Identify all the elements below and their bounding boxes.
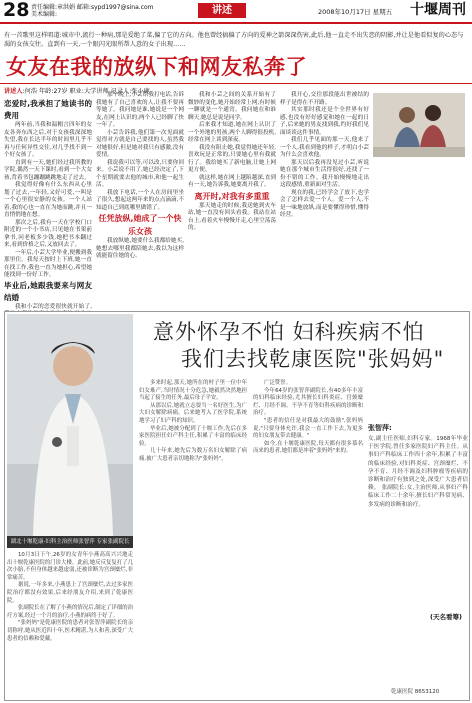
article-column-3: [188, 92, 276, 308]
ad-headline-1: 意外怀孕不怕 妇科疾病不怕: [153, 320, 425, 344]
paragraph: 那个晚上,小芸给我打电话,告诉我她有了自己喜欢的人,让我不要再等她了。我问她是谁,她说是一个网友,在网上认识的,两个人已经聊了快一年了。: [96, 92, 184, 128]
article-title: 女友在我的放纵下和网友私奔了: [6, 54, 307, 79]
paragraph: 我没有阻止她,我觉得她还年轻,喜欢玩是正常的,只要她心里有我就行了。我给她买了新电脑,让她上网更方便。: [188, 144, 276, 173]
paragraph: 那天以后我再没见过小芸,听说她在那个城市生活得很好,还找了一份不错的工作。我开始慢慢地走出这段感情,重新面对生活。: [280, 159, 369, 188]
paragraph: 我觉得好像有什么东西从心里划了过去,一年轻,又好可爱,一叫是一个心里很安静的女孩。一个人站着,我的心也一直在为她而跳,并且一直悄悄地在想。: [4, 182, 92, 218]
photo-caption: 湖北十堰乾康·妇科主治医师张智萍 专家张副院长: [7, 536, 133, 548]
paragraph: 小芸告诉我,他们第一次见面就觉得对方就是自己要找的人,虽然我对她很好,但是她对我只有感激,没有爱情。: [96, 129, 184, 158]
ad-column-2: [139, 380, 247, 696]
page-header: [0, 0, 472, 22]
profile-title: 张智萍:: [368, 424, 392, 432]
paragraph: 后来我才知道,她在网上认识了一个外地的男孩,两个人聊得很投机,经常在网上谈到深夜。: [188, 122, 276, 143]
couple-illustration: [373, 93, 465, 157]
paragraph: 其实那时我还是个全世界有好感,也没有好好感觉和她在一起的日子,后来她的男友找到我,约好我们见面谈谈这件事情。: [280, 107, 369, 136]
subhead: 离开时,对我有多重重: [194, 191, 270, 201]
paragraph: 我开心,交往那段能出世被结的样子是得在不开路。: [280, 92, 369, 106]
paragraph: "患者的信任是对我最大的鼓励",张妈妈说,"只要身体允许,我会一直工作下去,为更多的妇女朋友带去健康。": [253, 417, 363, 440]
byline: 讲述人:何浩 年龄:27岁 职业:大学讲师 记录人:张小鹿: [4, 88, 150, 95]
page-number: 28: [3, 0, 30, 21]
doctor-profile-card: [368, 424, 468, 634]
paragraph: 我放下电话,一个人在房间里坐了很久,想起这两年来的点点滴滴,不知道自己到底哪里做错了。: [96, 189, 184, 211]
newspaper-name: 十堰周刊: [410, 2, 466, 18]
ad-column-3: [253, 380, 363, 696]
issue-date: 2008年10月17日 星期五: [318, 8, 393, 16]
paragraph: 10月3日下午,26岁的女青年小燕高高兴兴地走出十堰乾康医院的门诊大楼。此前,她反反复复打了几次小胎,不但身体越来越虚弱,还被诊断为宫颈糜烂,非常痛苦。: [7, 552, 133, 581]
paragraph: 一年后,小芸大学毕业,便搬到我那里住。我每天按时上下班,她一直在找工作,我也一直为她担心,希望她能找到一份好工作。: [4, 249, 92, 278]
paragraph: 我和小芸的恋爱很快就开始了,: [15, 303, 92, 310]
profile-text: 女,副主任医师,妇科专家。1968年毕业于医学院,曾任多家医院妇产科主任。从事妇产科临床工作四十余年,积累了丰富的临床经验,对妇科炎症、宫颈糜烂、不孕不育、月经不调及妇科肿瘤等疾病的诊断和治疗有独到之处,深受广大患者信赖。 张副院长:女,主治医师,从事妇产科临床工作二十余年,擅长妇产科常见病、多发病的诊断和治疗。: [368, 436, 468, 508]
paragraph: 直到有一天,她们经过我所教的学院,偶然一天下课时,看到一个大女孩,背着书包蹦蹦跳跳地走了过去。: [4, 159, 92, 181]
ad-footer: 乾康医院 8653120: [391, 689, 440, 695]
subhead: 任凭放纵,她成了一个快乐女孩: [98, 214, 182, 236]
subhead: 毕业后,她跟我要来与网友结婚: [4, 280, 92, 302]
title-rule: [0, 83, 472, 84]
paragraph: 我们几乎见面的那一天,他来了一个人,我看到他的样子,才明白小芸为什么会喜欢他。: [280, 137, 369, 158]
hospital-advertisement: [4, 311, 470, 701]
paragraph: 从那以后,她就立志要当一名好医生,为广大妇女解除病痛。后来她考入了医学院,系统地学习了妇产科的知识。: [139, 402, 247, 424]
article-column-1: [4, 98, 92, 308]
doctor-photo: [7, 314, 133, 536]
editor-info: 责任编辑:章洪娟 邮箱:sypd1997@sina.com: [31, 4, 154, 11]
header-rule: [0, 22, 472, 24]
byline-text: 何浩 年龄:27岁 职业:大学讲师 记录人:张小鹿: [24, 88, 150, 95]
paragraph: 几十年来,她先后为数万名妇女解除了病痛,被广大患者亲切地称为"张妈妈"。: [139, 448, 247, 462]
paragraph: 那天她走的时候,我送她到火车站,她一直没有回头看我。我站在站台上,看着火车慢慢开走,心里空荡荡的。: [188, 202, 276, 231]
paragraph: 我放纵她,她要什么我都给她买,她想去哪里我都陪她去,我以为这样就能留住她的心。: [96, 238, 184, 259]
paragraph: 据说,一年多来,小燕患上了宫颈糜烂,去过多家医院治疗都没有效果,后来经朋友介绍,来到了乾康医院。: [7, 582, 133, 604]
byline-label: 讲述人: [4, 88, 23, 95]
ad-headline-2: 我们去找乾康医院"张妈妈": [181, 347, 445, 371]
paragraph: 如今,在十堰乾康医院,每天都有很多慕名而来的患者,她们都是冲着"张妈妈"来的。: [253, 440, 363, 455]
lead-paragraph: 有一首歌里这样唱道:城市中,流行一种病,那是爱绝了菜,偏了它的方向。他也曾经搞偏了方向的爱神之箭深深伤害,此后,他一直走不出失恋的阴影,并让是他看似复的心态与渴的女孩交往。直到有一天,一个眼闪光眼所帮人意的女子出现……: [4, 32, 464, 48]
ad-author: (天名看筹): [430, 613, 462, 621]
paragraph: 就这样,她在网上越陷越深,直到有一天,她告诉我,她要离开我了。: [188, 174, 276, 188]
paragraph: 两年前,当我和温帽言四年的女友各奔东西之后,对于女孩我深深地失望,我在长达半年的时间里几乎不再与任何异性交往,对几乎找不到一个好女孩了。: [4, 122, 92, 158]
paragraph: 我说我可以等,可以改,只要你回来。小芸说不用了,她已经决定了,下个星期就要去他的城市,和他一起生活。: [96, 159, 184, 188]
ad-column-1: [7, 552, 133, 697]
article-column-2: [96, 92, 184, 308]
paragraph: 今年64岁的张智萍副院长,有40多年丰富的妇科临床经验,尤其擅长妇科炎症、宫颈糜烂、月经不调、不孕不育等妇科疾病的诊断和治疗。: [253, 387, 363, 417]
paragraph: 广泛赞誉。: [264, 380, 291, 386]
paragraph: "张妈妈"是乾康医院的患者对张智萍副院长的亲切称呼,她从医近四十年,医术精湛,为人和善,深受广大患者的信赖和爱戴。: [7, 620, 133, 642]
section-badge: 讲述: [198, 3, 246, 18]
subhead: 恋爱时,我承担了她读书的费用: [4, 99, 92, 120]
paragraph: 那次之后,我有一天在学校门口附近的一个小书店,只见她在书架前拿书,问老板多少钱,她把书本翻过来,看到价格之后,又放回去了。: [4, 219, 92, 248]
paragraph: 我和小芸之间的关系开始有了微妙的变化,她开始经常上网,有时候一聊就是一个通宵。我问她在和谁聊天,她总是说是同学。: [188, 92, 276, 121]
paragraph: 多来时起,那天,她所在的村子里一位中年妇女难产,当时情况十分危急,她毅然决然地担当起了接生的任务,最后母子平安。: [139, 380, 247, 402]
article-column-4: [280, 92, 369, 308]
paragraph: 毕业后,她被分配到了十堰工作,先后在多家医院担任妇产科主任,积累了丰富的临床经验。: [139, 425, 247, 447]
paragraph: 张副院长在了解了小燕的情况后,制定了详细的治疗方案,经过一个月的治疗,小燕的病终于好了。: [7, 605, 133, 619]
paragraph: 现在的我,已经学会了放下,也学会了怎样去爱一个人。爱一个人,不是一味地放纵,而是要懂得珍惜,懂得经营。: [280, 189, 369, 218]
art-editor-info: 美术编辑:: [31, 11, 58, 18]
